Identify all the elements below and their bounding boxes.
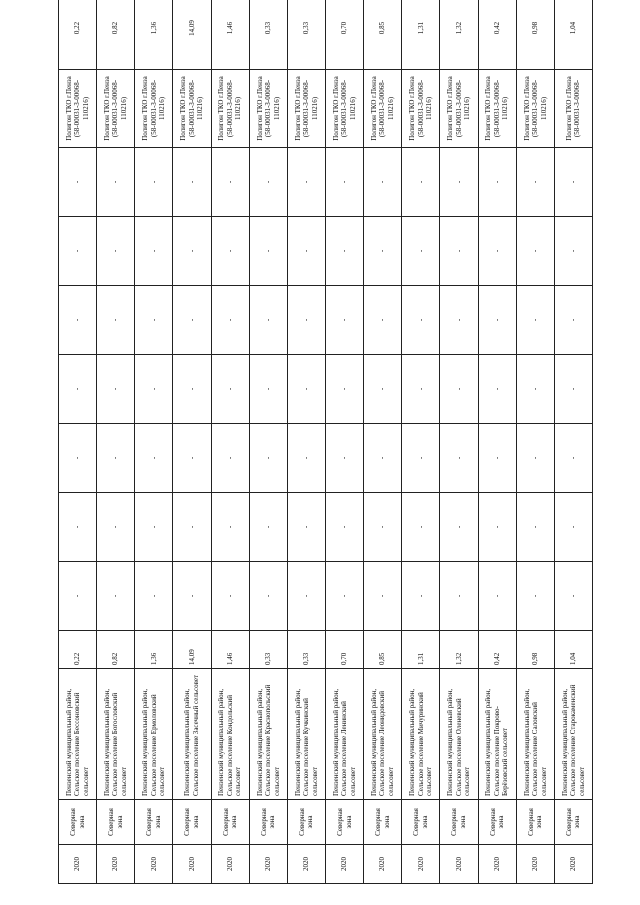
dash-cell: - — [59, 424, 97, 493]
table-row — [325, 0, 363, 884]
destination-cell: Полигон ТКО г.Пенза (58-00031-З-00068-110216) — [135, 70, 173, 148]
zone-cell: Северная зона — [287, 800, 325, 845]
year-cell: 2020 — [440, 845, 478, 884]
municipality-cell: Пензенский муниципальный район, Сельское поселение Бессоновский сельсовет — [59, 669, 97, 800]
transfer-volume-cell: 0,22 — [59, 0, 97, 70]
dash-cell: - — [440, 493, 478, 562]
transfer-volume-cell: 1,32 — [440, 0, 478, 70]
destination-cell: Полигон ТКО г.Пенза (58-00031-З-00068-110216) — [173, 70, 211, 148]
dash-cell: - — [325, 562, 363, 631]
volume-cell: 0,33 — [287, 631, 325, 669]
municipality-cell: Пензенский муниципальный район, Сельское поселение Леонидовский сельсовет — [364, 669, 402, 800]
dash-cell: - — [173, 217, 211, 286]
dash-cell: - — [325, 286, 363, 355]
dash-cell: - — [478, 148, 516, 217]
dash-cell: - — [364, 148, 402, 217]
dash-cell: - — [325, 355, 363, 424]
dash-cell: - — [402, 217, 440, 286]
destination-cell: Полигон ТКО г.Пенза (58-00031-З-00068-110216) — [364, 70, 402, 148]
dash-cell: - — [440, 148, 478, 217]
dash-cell: - — [211, 217, 249, 286]
dash-cell: - — [554, 217, 592, 286]
volume-cell: 1,04 — [554, 631, 592, 669]
transfer-volume-cell: 1,46 — [211, 0, 249, 70]
year-cell: 2020 — [173, 845, 211, 884]
dash-cell: - — [97, 562, 135, 631]
municipality-cell: Пензенский муниципальный район, Сельское поселение Старокаменский сельсовет — [554, 669, 592, 800]
table-row — [249, 0, 287, 884]
dash-cell: - — [516, 286, 554, 355]
dash-cell: - — [516, 355, 554, 424]
zone-cell: Северная зона — [554, 800, 592, 845]
transfer-volume-cell: 0,98 — [516, 0, 554, 70]
dash-cell: - — [249, 424, 287, 493]
dash-cell: - — [364, 217, 402, 286]
transfer-volume-cell: 1,31 — [402, 0, 440, 70]
table-row — [364, 0, 402, 884]
year-cell: 2020 — [287, 845, 325, 884]
destination-cell: Полигон ТКО г.Пенза (58-00031-З-00068-110216) — [478, 70, 516, 148]
dash-cell: - — [325, 424, 363, 493]
transfer-volume-cell: 0,85 — [364, 0, 402, 70]
year-cell: 2020 — [325, 845, 363, 884]
dash-cell: - — [554, 286, 592, 355]
dash-cell: - — [516, 424, 554, 493]
dash-cell: - — [440, 217, 478, 286]
dash-cell: - — [97, 424, 135, 493]
volume-cell: 1,46 — [211, 631, 249, 669]
destination-cell: Полигон ТКО г.Пенза (58-00031-З-00068-110216) — [97, 70, 135, 148]
dash-cell: - — [59, 562, 97, 631]
dash-cell: - — [249, 493, 287, 562]
dash-cell: - — [287, 148, 325, 217]
dash-cell: - — [478, 493, 516, 562]
destination-cell: Полигон ТКО г.Пенза (58-00031-З-00068-110216) — [516, 70, 554, 148]
dash-cell: - — [402, 424, 440, 493]
municipality-cell: Пензенский муниципальный район, Сельское поселение Кондольский сельсовет — [211, 669, 249, 800]
dash-cell: - — [97, 286, 135, 355]
dash-cell: - — [97, 217, 135, 286]
municipality-cell: Пензенский муниципальный район, Сельское поселение Краснопольский сельсовет — [249, 669, 287, 800]
municipality-cell: Пензенский муниципальный район, Сельское поселение Засечный сельсовет — [173, 669, 211, 800]
rotated-table-wrapper — [58, 22, 593, 884]
dash-cell: - — [402, 355, 440, 424]
table-row — [478, 0, 516, 884]
zone-cell: Северная зона — [173, 800, 211, 845]
transfer-volume-cell: 0,82 — [97, 0, 135, 70]
volume-cell: 0,22 — [59, 631, 97, 669]
year-cell: 2020 — [249, 845, 287, 884]
table-row — [440, 0, 478, 884]
year-cell: 2020 — [135, 845, 173, 884]
year-cell: 2020 — [478, 845, 516, 884]
dash-cell: - — [364, 424, 402, 493]
dash-cell: - — [173, 424, 211, 493]
dash-cell: - — [135, 493, 173, 562]
dash-cell: - — [402, 562, 440, 631]
dash-cell: - — [97, 493, 135, 562]
dash-cell: - — [173, 562, 211, 631]
zone-cell: Северная зона — [364, 800, 402, 845]
year-cell: 2020 — [516, 845, 554, 884]
dash-cell: - — [287, 217, 325, 286]
dash-cell: - — [287, 562, 325, 631]
dash-cell: - — [211, 562, 249, 631]
table-row — [135, 0, 173, 884]
dash-cell: - — [478, 286, 516, 355]
zone-cell: Северная зона — [249, 800, 287, 845]
dash-cell: - — [325, 217, 363, 286]
dash-cell: - — [173, 493, 211, 562]
dash-cell: - — [249, 562, 287, 631]
destination-cell: Полигон ТКО г.Пенза (58-00031-З-00068-110216) — [402, 70, 440, 148]
municipality-cell: Пензенский муниципальный район, Сельское поселение Ленинский сельсовет — [325, 669, 363, 800]
dash-cell: - — [211, 424, 249, 493]
dash-cell: - — [135, 286, 173, 355]
year-cell: 2020 — [554, 845, 592, 884]
dash-cell: - — [59, 493, 97, 562]
transfer-volume-cell: 1,36 — [135, 0, 173, 70]
zone-cell: Северная зона — [402, 800, 440, 845]
dash-cell: - — [364, 286, 402, 355]
dash-cell: - — [135, 424, 173, 493]
volume-cell: 0,42 — [478, 631, 516, 669]
dash-cell: - — [59, 148, 97, 217]
dash-cell: - — [554, 493, 592, 562]
dash-cell: - — [516, 493, 554, 562]
municipality-cell: Пензенский муниципальный район, Сельское поселение Покрово-Берёзовский сельсовет — [478, 669, 516, 800]
table-row — [173, 0, 211, 884]
dash-cell: - — [402, 148, 440, 217]
municipality-cell: Пензенский муниципальный район, Сельское поселение Кучкинский сельсовет — [287, 669, 325, 800]
volume-cell: 1,31 — [402, 631, 440, 669]
volume-cell: 0,70 — [325, 631, 363, 669]
dash-cell: - — [287, 424, 325, 493]
transfer-volume-cell: 0,33 — [287, 0, 325, 70]
zone-cell: Северная зона — [478, 800, 516, 845]
year-cell: 2020 — [364, 845, 402, 884]
municipality-cell: Пензенский муниципальный район, Сельское поселение Ермоловский сельсовет — [135, 669, 173, 800]
year-cell: 2020 — [211, 845, 249, 884]
dash-cell: - — [516, 562, 554, 631]
dash-cell: - — [364, 562, 402, 631]
year-cell: 2020 — [402, 845, 440, 884]
dash-cell: - — [364, 493, 402, 562]
table-row — [287, 0, 325, 884]
dash-cell: - — [440, 355, 478, 424]
zone-cell: Северная зона — [325, 800, 363, 845]
dash-cell: - — [440, 562, 478, 631]
dash-cell: - — [516, 148, 554, 217]
dash-cell: - — [287, 355, 325, 424]
dash-cell: - — [478, 562, 516, 631]
table-row — [211, 0, 249, 884]
dash-cell: - — [516, 217, 554, 286]
dash-cell: - — [249, 217, 287, 286]
dash-cell: - — [59, 355, 97, 424]
volume-cell: 0,98 — [516, 631, 554, 669]
volume-cell: 1,36 — [135, 631, 173, 669]
zone-cell: Северная зона — [440, 800, 478, 845]
volume-cell: 0,82 — [97, 631, 135, 669]
destination-cell: Полигон ТКО г.Пенза (58-00031-З-00068-110216) — [211, 70, 249, 148]
dash-cell: - — [97, 148, 135, 217]
dash-cell: - — [135, 148, 173, 217]
dash-cell: - — [211, 493, 249, 562]
destination-cell: Полигон ТКО г.Пенза (58-00031-З-00068-110216) — [440, 70, 478, 148]
dash-cell: - — [402, 286, 440, 355]
dash-cell: - — [135, 217, 173, 286]
municipality-cell: Пензенский муниципальный район, Сельское поселение Оленевский сельсовет — [440, 669, 478, 800]
rotated-document-page — [58, 22, 593, 884]
dash-cell: - — [364, 355, 402, 424]
transfer-volume-cell: 14,09 — [173, 0, 211, 70]
transfer-volume-cell: 0,33 — [249, 0, 287, 70]
table-row — [97, 0, 135, 884]
dash-cell: - — [173, 355, 211, 424]
dash-cell: - — [287, 493, 325, 562]
dash-cell: - — [249, 286, 287, 355]
waste-flow-table — [58, 0, 593, 884]
volume-cell: 0,33 — [249, 631, 287, 669]
dash-cell: - — [287, 286, 325, 355]
table-row — [402, 0, 440, 884]
dash-cell: - — [554, 148, 592, 217]
dash-cell: - — [135, 562, 173, 631]
dash-cell: - — [440, 424, 478, 493]
zone-cell: Северная зона — [211, 800, 249, 845]
zone-cell: Северная зона — [59, 800, 97, 845]
zone-cell: Северная зона — [97, 800, 135, 845]
year-cell: 2020 — [59, 845, 97, 884]
dash-cell: - — [554, 562, 592, 631]
year-cell: 2020 — [97, 845, 135, 884]
dash-cell: - — [97, 355, 135, 424]
municipality-cell: Пензенский муниципальный район, Сельское поселение Богословский сельсовет — [97, 669, 135, 800]
dash-cell: - — [249, 148, 287, 217]
destination-cell: Полигон ТКО г.Пенза (58-00031-З-00068-110216) — [59, 70, 97, 148]
dash-cell: - — [478, 217, 516, 286]
dash-cell: - — [249, 355, 287, 424]
volume-cell: 0,85 — [364, 631, 402, 669]
dash-cell: - — [478, 424, 516, 493]
destination-cell: Полигон ТКО г.Пенза (58-00031-З-00068-110216) — [325, 70, 363, 148]
dash-cell: - — [173, 148, 211, 217]
dash-cell: - — [325, 493, 363, 562]
dash-cell: - — [440, 286, 478, 355]
transfer-volume-cell: 0,42 — [478, 0, 516, 70]
dash-cell: - — [478, 355, 516, 424]
dash-cell: - — [173, 286, 211, 355]
table-row — [516, 0, 554, 884]
dash-cell: - — [211, 286, 249, 355]
municipality-cell: Пензенский муниципальный район, Сельское поселение Мичуринский сельсовет — [402, 669, 440, 800]
zone-cell: Северная зона — [135, 800, 173, 845]
destination-cell: Полигон ТКО г.Пенза (58-00031-З-00068- — [554, 70, 592, 148]
zone-cell: Северная зона — [516, 800, 554, 845]
dash-cell: - — [135, 355, 173, 424]
dash-cell: - — [325, 148, 363, 217]
destination-cell: Полигон ТКО г.Пенза (58-00031-З-00068-110216) — [287, 70, 325, 148]
dash-cell: - — [211, 355, 249, 424]
dash-cell: - — [402, 493, 440, 562]
dash-cell: - — [211, 148, 249, 217]
dash-cell: - — [59, 286, 97, 355]
transfer-volume-cell: 0,70 — [325, 0, 363, 70]
volume-cell: 14,09 — [173, 631, 211, 669]
table-row — [554, 0, 592, 884]
municipality-cell: Пензенский муниципальный район, Сельское поселение Саловский сельсовет — [516, 669, 554, 800]
transfer-volume-cell: 1,04 — [554, 0, 592, 70]
dash-cell: - — [554, 424, 592, 493]
dash-cell: - — [59, 217, 97, 286]
dash-cell: - — [554, 355, 592, 424]
volume-cell: 1,32 — [440, 631, 478, 669]
destination-cell: Полигон ТКО г.Пенза (58-00031-З-00068-110216) — [249, 70, 287, 148]
table-row — [59, 0, 97, 884]
